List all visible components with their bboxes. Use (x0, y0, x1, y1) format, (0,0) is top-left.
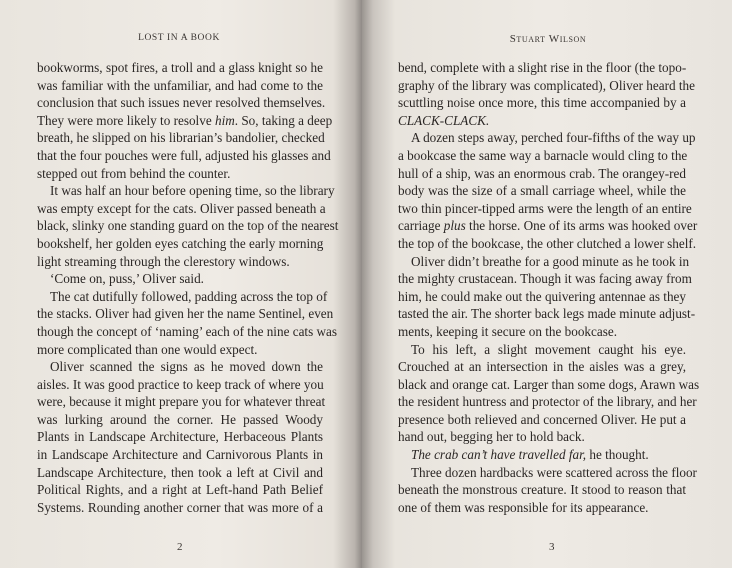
text-segment: hull of a ship, was an enormous crab. The orangey-red (398, 165, 686, 181)
text-line (37, 393, 326, 411)
text-line (398, 270, 692, 288)
text-line (398, 77, 695, 95)
text-segment: Landscape Architecture, then took a left at Civil and (37, 464, 323, 480)
text-line (398, 59, 686, 77)
text-line (37, 94, 326, 112)
text-segment: more complicated than one would expect. (37, 341, 258, 357)
text-line (398, 235, 697, 253)
body-text (37, 59, 339, 516)
text-segment: It was half an hour before opening time, so the library (50, 183, 335, 199)
text-line (398, 499, 686, 517)
text-line (37, 129, 323, 147)
text-line (37, 253, 323, 271)
text-segment: presence both relieved and concerned Oliver. He put a (398, 411, 686, 427)
text-segment: tasted the air. The shorter back legs made minute adjust- (398, 306, 696, 322)
text-line (37, 411, 323, 429)
italic-text: CLACK-CLACK. (398, 112, 490, 128)
text-line (398, 200, 692, 218)
text-segment: Plants in Landscape Architecture, Herbaceous Plants (37, 429, 323, 445)
text-line (398, 288, 686, 306)
text-segment: stepped out from behind the counter. (37, 165, 231, 181)
text-segment: bookshelf, her golden eyes catching the early morning (37, 235, 324, 251)
text-line (37, 428, 323, 446)
text-segment: breath, he slipped on his librarian’s bandolier, checked (37, 130, 325, 146)
text-segment: ‘Come on, puss,’ Oliver said. (50, 271, 204, 287)
text-line (398, 147, 686, 165)
text-line (398, 165, 686, 183)
text-segment: aisles. It was good practice to keep track of where you (37, 376, 324, 392)
italic-text: him (214, 112, 235, 128)
running-head-author: Stuart Wilson (509, 33, 587, 45)
text-segment: in Landscape Architecture and Carnivorous Plants in (37, 447, 323, 463)
text-segment: hand out, begging her to hold back. (398, 429, 585, 445)
text-line (37, 200, 326, 218)
text-segment: the mighty crustacean. Though it was facing away from (398, 271, 692, 287)
text-segment: the resident huntress and protector of the library, and her (398, 394, 697, 410)
text-segment: ments, keeping it secure on the bookcase. (398, 323, 617, 339)
text-line (398, 129, 696, 147)
text-segment: They were more likely to resolve (37, 112, 215, 128)
text-line (398, 446, 686, 464)
text-line (398, 323, 686, 341)
text-segment: though the concept of ‘naming’ each of the nine cats was (37, 323, 338, 339)
text-line (37, 305, 334, 323)
text-line (37, 288, 328, 306)
text-line (398, 464, 697, 482)
text-line (37, 341, 323, 359)
text-line (37, 376, 323, 394)
text-segment: was empty except for the cats. Oliver passed beneath a (37, 200, 326, 216)
text-line (37, 182, 335, 200)
text-segment: bend, complete with a slight rise in the floor (the topo- (398, 60, 687, 75)
text-line (398, 376, 700, 394)
text-line (37, 481, 323, 499)
text-segment: A dozen steps away, perched four-fifths of the way up (411, 130, 696, 146)
text-line (398, 253, 690, 271)
text-line (398, 428, 686, 446)
text-line (37, 446, 323, 464)
text-segment: that the four pouches were full, adjusted his glasses and (37, 147, 331, 163)
text-segment: graphy of the library was complicated), Oliver heard the (398, 77, 695, 93)
text-segment: was familiar with the unfamiliar, and had come to the (37, 77, 323, 93)
text-segment: black, slinky one standing guard on the top of the nearest (37, 218, 339, 234)
text-segment: two thin pincer-tipped arms were the length of an entire (398, 200, 692, 216)
text-line (398, 411, 686, 429)
text-line (37, 270, 323, 288)
italic-text: The crab can’t have travelled far, (411, 447, 587, 463)
text-line (398, 305, 696, 323)
text-segment: To his left, a slight movement caught his eye. (411, 341, 686, 357)
text-line (37, 358, 323, 376)
text-segment: bookworms, spot fires, a troll and a glass knight so he (37, 60, 323, 75)
text-segment: one of them was responsible for its appearance. (398, 499, 649, 515)
text-line (37, 464, 323, 482)
text-segment: him, he could make out the quivering antennae as they (398, 288, 686, 304)
text-line (37, 323, 338, 341)
text-line (37, 112, 333, 130)
text-segment: The cat dutifully followed, padding across the top of (50, 288, 328, 304)
page-number: 2 (177, 541, 183, 553)
text-line (398, 217, 698, 235)
text-line (37, 499, 323, 517)
body-text (398, 59, 700, 516)
text-segment: Oliver scanned the signs as he moved down the (50, 359, 323, 375)
text-segment: a bookcase the same way a barnacle would cling to the (398, 147, 688, 163)
text-line (398, 341, 686, 359)
text-line (398, 112, 686, 130)
italic-text: plus (443, 218, 466, 234)
text-line (37, 77, 323, 95)
text-segment: Oliver didn’t breathe for a good minute as he took in (411, 253, 690, 269)
page-number: 3 (549, 541, 555, 553)
text-line (37, 217, 339, 235)
text-segment: body was the size of a small carriage wheel, while the (398, 183, 686, 199)
text-line (37, 235, 323, 253)
text-segment: scuttling noise once more, this time accompanied by a (398, 95, 686, 111)
text-segment: beneath the monstrous creature. It stood to reason that (398, 482, 686, 498)
text-segment: black and orange cat. Larger than some dogs, Arawn was (398, 376, 700, 392)
text-line (37, 147, 331, 165)
text-line (398, 358, 686, 376)
left-page (0, 0, 362, 568)
text-line (398, 94, 686, 112)
text-segment: carriage (398, 218, 444, 234)
text-segment: conclusion that such issues never resolved themselves. (37, 95, 326, 111)
right-page (362, 0, 732, 568)
text-segment: he thought. (586, 447, 649, 463)
text-segment: the horse. One of its arms was hooked over (465, 218, 698, 234)
text-segment: the stacks. Oliver had given her the name Sentinel, even (37, 306, 334, 322)
text-segment: were, because it might prepare you for whatever threat (37, 394, 326, 410)
text-line (398, 393, 697, 411)
text-segment: was lurking around the corner. He passed Woody (37, 411, 323, 427)
running-head-title: LOST IN A BOOK (138, 33, 220, 43)
text-segment: light streaming through the clerestory windows. (37, 253, 290, 269)
text-segment: . So, taking a deep (234, 112, 333, 128)
text-segment: Crouched at an intersection in the aisles was a grey, (398, 359, 686, 375)
text-segment: the top of the bookcase, the other clutched a lower shelf. (398, 235, 697, 251)
text-line (37, 165, 323, 183)
text-segment: Three dozen hardbacks were scattered across the floor (411, 464, 697, 480)
text-line (37, 59, 323, 77)
text-line (398, 481, 686, 499)
text-segment: Systems. Rounding another corner that was more of a (37, 499, 323, 515)
text-segment: Political Rights, and a right at Left-hand Path Belief (37, 482, 323, 498)
text-line (398, 182, 686, 200)
